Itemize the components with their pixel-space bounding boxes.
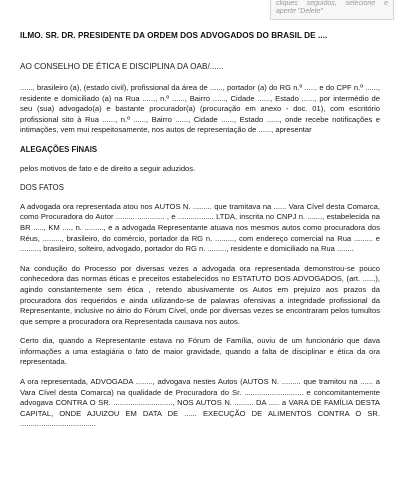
document-heading: ILMO. SR. DR. PRESIDENTE DA ORDEM DOS ADVOGADOS DO BRASIL DE ....	[20, 31, 328, 40]
document-page	[20, 30, 380, 439]
facts-title: DOS FATOS	[20, 183, 64, 193]
addressee-line: AO CONSELHO DE ÉTICA E DISCIPLINA DA OAB/......	[20, 62, 224, 71]
body-paragraph: A advogada ora representada atou nos AUTOS N. ......... que tramitava na ...... Vara Cível desta Comarca, como Procuradora do Autor ......... ............. , e ................. LTDA, inscrita no CNPJ n. ......., estabelecida na BR ....., KM ...., n. ........., e a advogada Representante atuava nos mesmos autos como procuradora dos Réus, ........., brasileiro, do comércio, portador da RG n. ........., com endereço comercial na Rua ......... e ........., brasileiro, solteiro, advogado, portador do RG n. ........., residente e domiciliado na Rua ........	[20, 201, 380, 254]
body-paragraph: A ora representada, ADVOGADA ........, advogava nestes Autos (AUTOS N. ......... que tramitou na ...... a Vara Cível desta Comarca) na qualidade de Procuradora do Sr. ............................ e concomitantemente advogava CONTRA O SR. ............................, NOS AUTOS N. ......... DA ..... a VARA DE FAMÍLIA DESTA CAPITAL, ONDE AJUIZOU EM DATA DE ...... EXECUÇÃO DE ALIMENTOS CONTRA O SR. ....................................	[20, 377, 380, 429]
body-paragraph: Na condução do Processo por diversas vezes a advogada ora representada demonstrou-se pouco conhecedora das normas éticas e preceitos estabelecidos no ESTATUTO DOS ADVOGADOS, (art. ......), agindo constantemente sem ética , retendo abusivamente os Autos em prejuízo aos prazos da procuradora dos requeridos e ainda utilizando-se de palavras ofensivas a integridade profissional da Representante, inclusive no átrio do Fórum Cível, onde por diversas vezes se encontraram pelos tumultos que sempre a procuradora ora Representada causava nos autos.	[20, 263, 380, 326]
qualification-paragraph: ......, brasileiro (a), (estado civil), profissional da área de ......, portador (a) do RG n.º ...... e do CPF n.º ......, residente e domiciliado (a) na Rua ......, n.º ......, Bairro ......, Cidade ......, Estado ......, por intermédio de seu (sua) advogado(a) e bastante procurador(a) (procuração em anexo - doc. 01), com escritório profissional sito à Rua ......, n.º ......, Bairro ......, Cidade ......, Estado ......, onde recebe notificações e intimações, vem mui respeitosamente, nos autos de representação de ......, apresentar	[20, 83, 380, 135]
intro-paragraph: pelos motivos de fato e de direito a seguir aduzidos.	[20, 163, 196, 173]
section-title: ALEGAÇÕES FINAIS	[20, 144, 98, 154]
tooltip-hint: cliques seguidos, selecione e aperte "Delete"	[270, 0, 394, 20]
body-paragraph: Certo dia, quando a Representante estava no Fórum de Família, ouviu de um funcionário que dava informações a uma estagiária o fato de maior gravidade, quando a falta de disciplinar e ética da ora representada.	[20, 336, 380, 367]
